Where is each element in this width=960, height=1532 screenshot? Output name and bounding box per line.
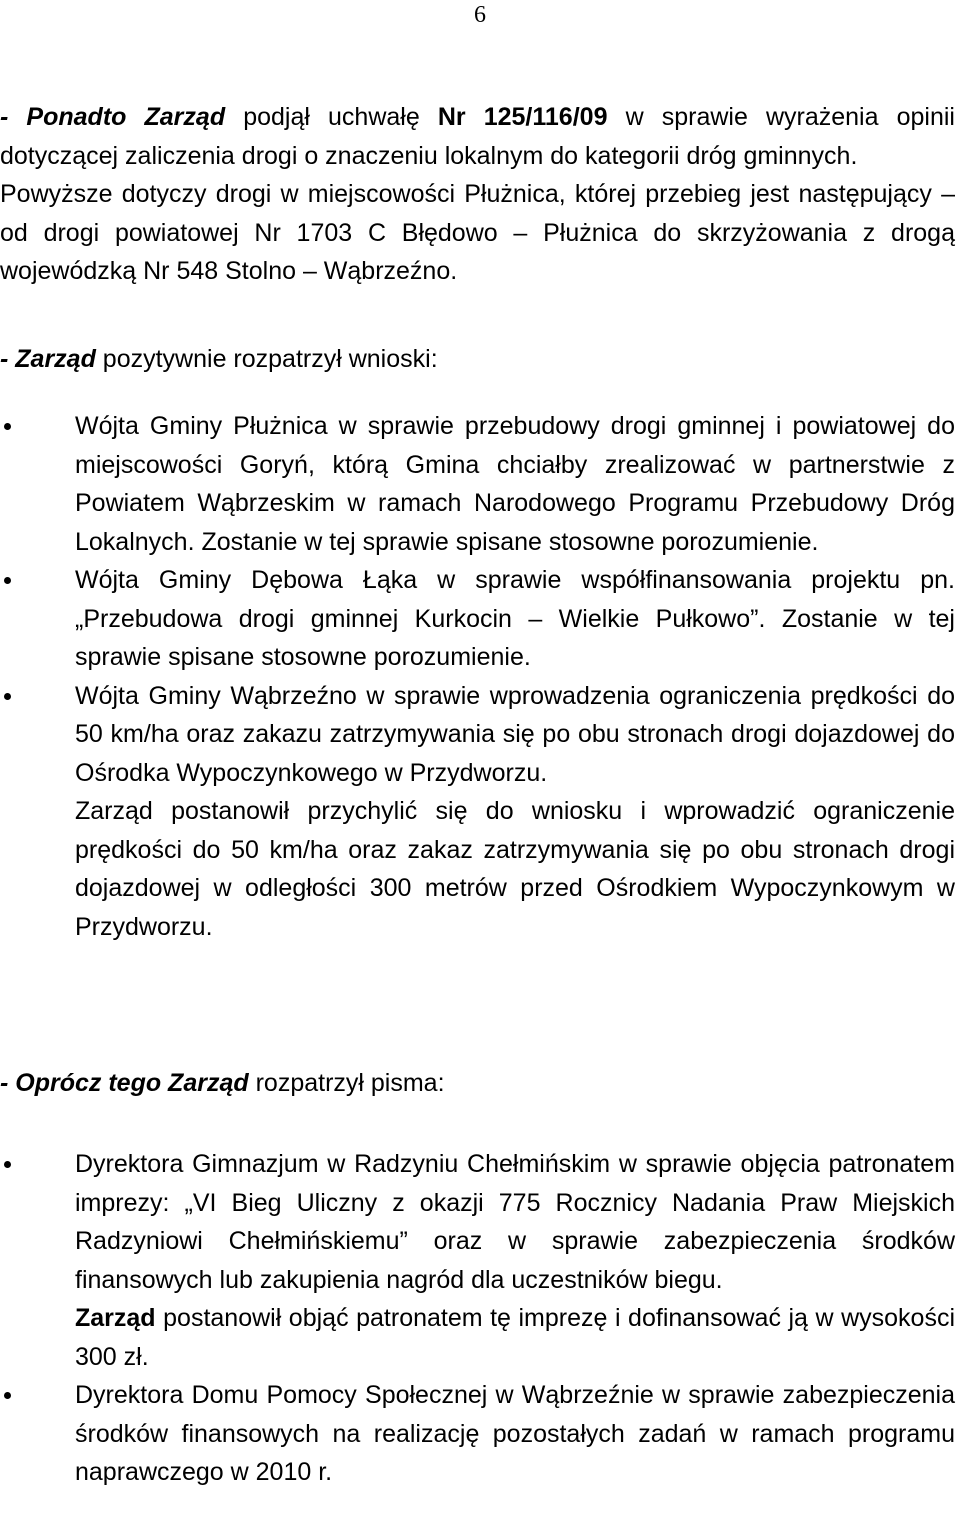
motions-list — [0, 407, 955, 946]
resolution-number: Nr 125/116/09 — [437, 103, 608, 131]
decision-text: postanowił objąć patronatem tę imprezę i dofinansować ją w wysokości 300 zł. — [75, 1304, 955, 1371]
list-item-text: Dyrektora Gimnazjum w Radzyniu Chełmińskim w sprawie objęcia patronatem imprezy: „VI Bieg Uliczny z okazji 775 Rocznicy Nadania Praw Miejskich Radzyniowi Chełmińskiemu” oraz w sprawie zabezpieczenia środków finansowych lub zakupienia nagród dla uczestników biegu. — [75, 1150, 955, 1294]
paragraph-letters-heading — [0, 1064, 955, 1103]
lead-oprocz-tego-zarzad: - Oprócz tego Zarząd — [0, 1069, 249, 1097]
list-item — [0, 1145, 955, 1376]
motions-heading-text: pozytywnie rozpatrzył wnioski: — [95, 345, 438, 373]
list-item — [0, 677, 955, 947]
resolution-text — [0, 98, 955, 175]
list-item — [0, 561, 955, 677]
list-item-decision — [75, 1299, 955, 1376]
list-item-text: Wójta Gminy Płużnica w sprawie przebudowy drogi gminnej i powiatowej do miejscowości Goryń, którą Gmina chciałby zrealizować w partnerstwie z Powiatem Wąbrzeskim w ramach Narodowego Programu Przebudowy Dróg Lokalnych. Zostanie w tej sprawie spisane stosowne porozumienie. — [75, 412, 955, 556]
list-item-text: Wójta Gminy Dębowa Łąka w sprawie współfinansowania projektu pn. „Przebudowa drogi gminnej Kurkocin – Wielkie Pułkowo”. Zostanie w tej sprawie spisane stosowne porozumienie. — [75, 566, 955, 671]
resolution-text-b: w sprawie wyrażenia opinii dotyczącej zaliczenia drogi o znaczeniu lokalnym do kategorii dróg gminnych. — [0, 103, 955, 170]
paragraph-motions-heading — [0, 340, 955, 379]
list-item-text: Wójta Gminy Wąbrzeźno w sprawie wprowadzenia ograniczenia prędkości do 50 km/ha oraz zakazu zatrzymywania się po obu stronach drogi dojazdowej do Ośrodka Wypoczynkowego w Przydworzu. — [75, 681, 955, 787]
motions-heading — [0, 340, 955, 379]
bullet-icon — [4, 1161, 11, 1168]
list-item-decision: Zarząd postanowił przychylić się do wniosku i wprowadzić ograniczenie prędkości do 50 km/ha oraz zakaz zatrzymywania się po obu stronach drogi dojazdowej w odległości 300 metrów przed Ośrodkiem Wypoczynkowym w Przydworzu. — [75, 797, 955, 941]
letters-list — [0, 1145, 955, 1492]
bullet-icon — [4, 423, 11, 430]
lead-zarzad: - Zarząd — [0, 345, 96, 373]
decision-lead: Zarząd — [75, 1304, 156, 1332]
bullet-icon — [4, 693, 11, 700]
letters-heading — [0, 1064, 955, 1103]
road-description: Powyższe dotyczy drogi w miejscowości Płużnica, której przebieg jest następujący – od drogi powiatowej Nr 1703 C Błędowo – Płużnica do skrzyżowania z drogą wojewódzką Nr 548 Stolno – Wąbrzeźno. — [0, 180, 955, 285]
page-number: 6 — [474, 2, 486, 28]
letters-heading-text: rozpatrzył pisma: — [248, 1069, 445, 1097]
lead-ponadto-zarzad: - Ponadto Zarząd — [0, 103, 226, 131]
list-item — [0, 1376, 955, 1492]
list-item-text: Dyrektora Domu Pomocy Społecznej w Wąbrzeźnie w sprawie zabezpieczenia środków finansowych na realizację pozostałych zadań w ramach programu naprawczego w 2010 r. — [75, 1381, 955, 1486]
resolution-text-a: podjął uchwałę — [225, 103, 438, 131]
paragraph-resolution — [0, 98, 955, 291]
bullet-icon — [4, 577, 11, 584]
bullet-icon — [4, 1392, 11, 1399]
list-item — [0, 407, 955, 561]
